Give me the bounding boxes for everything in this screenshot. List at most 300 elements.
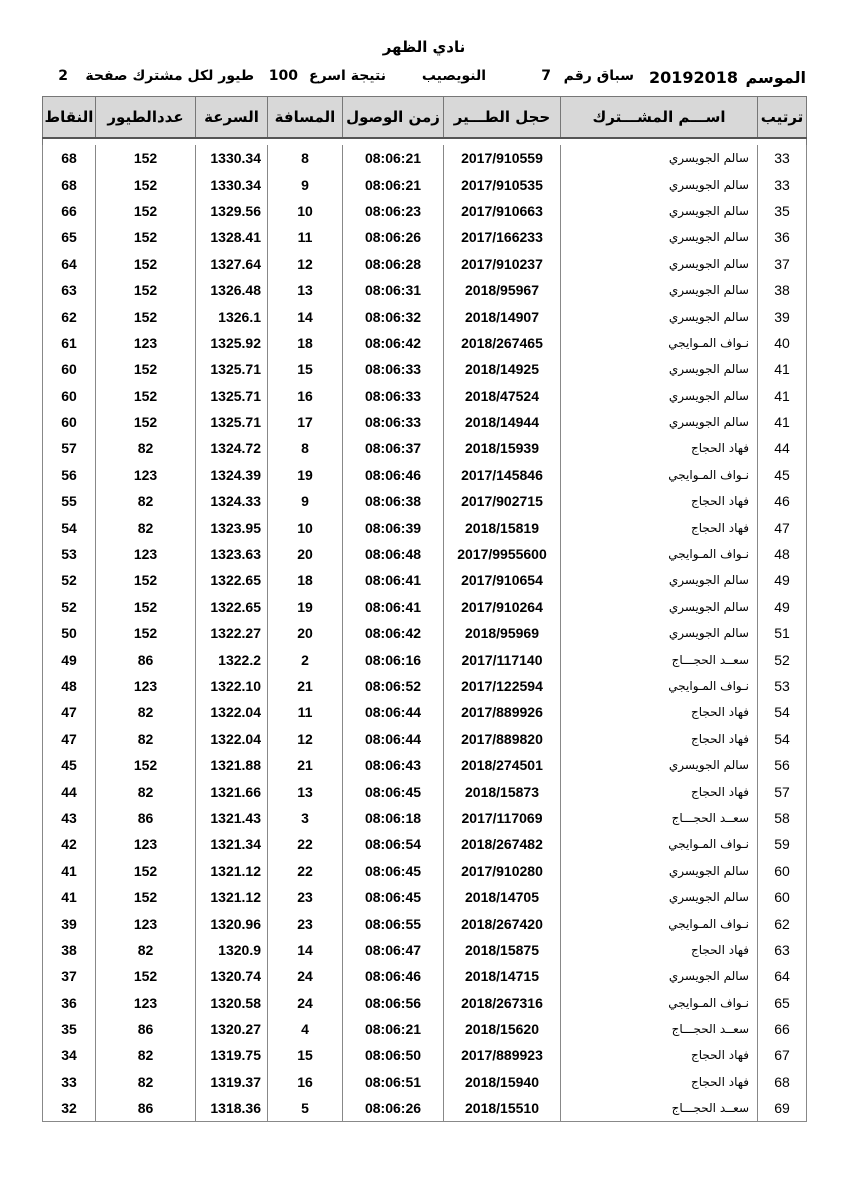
cell-distance: 13 — [268, 778, 343, 804]
cell-distance: 23 — [268, 910, 343, 936]
cell-points: 54 — [43, 514, 96, 540]
cell-birds: 86 — [96, 805, 196, 831]
cell-time: 08:06:47 — [343, 937, 444, 963]
cell-ring: 2018/14715 — [444, 963, 561, 989]
cell-points: 47 — [43, 726, 96, 752]
cell-name: نـواف المـوايجي — [561, 462, 758, 488]
cell-distance: 21 — [268, 752, 343, 778]
table-row — [43, 963, 807, 989]
cell-name: سالم الجويسري — [561, 567, 758, 593]
cell-rank: 60 — [758, 858, 807, 884]
cell-birds: 152 — [96, 198, 196, 224]
table-row — [43, 699, 807, 725]
cell-birds: 123 — [96, 910, 196, 936]
table-row — [43, 937, 807, 963]
cell-time: 08:06:41 — [343, 594, 444, 620]
cell-birds: 82 — [96, 937, 196, 963]
cell-name: فهاد الحجاج — [561, 488, 758, 514]
table-row — [43, 1095, 807, 1122]
col-header-points: النقاط — [43, 97, 96, 139]
cell-time: 08:06:37 — [343, 435, 444, 461]
cell-speed: 1322.10 — [196, 673, 268, 699]
cell-rank: 35 — [758, 198, 807, 224]
cell-birds: 82 — [96, 699, 196, 725]
cell-distance: 18 — [268, 567, 343, 593]
cell-ring: 2018/15510 — [444, 1095, 561, 1122]
cell-ring: 2018/15940 — [444, 1069, 561, 1095]
cell-name: فهاد الحجاج — [561, 726, 758, 752]
cell-birds: 152 — [96, 251, 196, 277]
cell-distance: 17 — [268, 409, 343, 435]
cell-birds: 86 — [96, 646, 196, 672]
cell-rank: 41 — [758, 409, 807, 435]
cell-ring: 2017/117140 — [444, 646, 561, 672]
cell-ring: 2018/14705 — [444, 884, 561, 910]
cell-time: 08:06:50 — [343, 1042, 444, 1068]
cell-ring: 2017/910237 — [444, 251, 561, 277]
cell-distance: 20 — [268, 541, 343, 567]
header-spacer-row — [43, 138, 807, 145]
cell-birds: 82 — [96, 778, 196, 804]
cell-rank: 57 — [758, 778, 807, 804]
cell-name: نـواف المـوايجي — [561, 910, 758, 936]
col-header-rank: ترتيب — [758, 97, 807, 139]
cell-points: 41 — [43, 884, 96, 910]
cell-speed: 1330.34 — [196, 171, 268, 197]
cell-rank: 54 — [758, 699, 807, 725]
cell-name: سالم الجويسري — [561, 594, 758, 620]
cell-distance: 18 — [268, 330, 343, 356]
cell-points: 66 — [43, 198, 96, 224]
cell-distance: 8 — [268, 435, 343, 461]
cell-distance: 9 — [268, 171, 343, 197]
cell-time: 08:06:21 — [343, 171, 444, 197]
cell-birds: 152 — [96, 620, 196, 646]
table-row — [43, 462, 807, 488]
table-row — [43, 1042, 807, 1068]
cell-points: 68 — [43, 171, 96, 197]
cell-name: سالم الجويسري — [561, 277, 758, 303]
cell-distance: 24 — [268, 990, 343, 1016]
cell-distance: 8 — [268, 145, 343, 171]
cell-speed: 1323.63 — [196, 541, 268, 567]
cell-time: 08:06:46 — [343, 462, 444, 488]
cell-distance: 12 — [268, 726, 343, 752]
cell-rank: 60 — [758, 884, 807, 910]
cell-speed: 1328.41 — [196, 224, 268, 250]
cell-name: فهاد الحجاج — [561, 1042, 758, 1068]
cell-time: 08:06:55 — [343, 910, 444, 936]
cell-rank: 65 — [758, 990, 807, 1016]
cell-ring: 2018/267465 — [444, 330, 561, 356]
cell-birds: 82 — [96, 726, 196, 752]
cell-distance: 16 — [268, 383, 343, 409]
cell-distance: 14 — [268, 303, 343, 329]
table-header-row — [43, 97, 807, 139]
cell-points: 44 — [43, 778, 96, 804]
table-row — [43, 620, 807, 646]
cell-name: سالم الجويسري — [561, 884, 758, 910]
cell-points: 60 — [43, 409, 96, 435]
cell-birds: 123 — [96, 673, 196, 699]
cell-speed: 1324.33 — [196, 488, 268, 514]
cell-points: 61 — [43, 330, 96, 356]
cell-speed: 1318.36 — [196, 1095, 268, 1122]
table-row — [43, 726, 807, 752]
cell-points: 60 — [43, 383, 96, 409]
col-header-distance: المسافة — [268, 97, 343, 139]
table-row — [43, 303, 807, 329]
cell-rank: 49 — [758, 567, 807, 593]
cell-birds: 86 — [96, 1095, 196, 1122]
col-header-time: زمن الوصول — [343, 97, 444, 139]
cell-speed: 1320.9 — [196, 937, 268, 963]
cell-points: 53 — [43, 541, 96, 567]
cell-distance: 23 — [268, 884, 343, 910]
cell-time: 08:06:33 — [343, 409, 444, 435]
race-number: 7 — [541, 68, 551, 84]
cell-ring: 2018/95967 — [444, 277, 561, 303]
cell-rank: 52 — [758, 646, 807, 672]
cell-points: 63 — [43, 277, 96, 303]
cell-name: نـواف المـوايجي — [561, 831, 758, 857]
cell-ring: 2018/14944 — [444, 409, 561, 435]
header-spacer — [43, 138, 807, 145]
cell-time: 08:06:33 — [343, 383, 444, 409]
table-row — [43, 910, 807, 936]
cell-points: 52 — [43, 567, 96, 593]
cell-time: 08:06:43 — [343, 752, 444, 778]
cell-speed: 1321.43 — [196, 805, 268, 831]
cell-distance: 19 — [268, 594, 343, 620]
cell-name: سعــد الحجـــاج — [561, 1016, 758, 1042]
cell-distance: 10 — [268, 514, 343, 540]
cell-distance: 13 — [268, 277, 343, 303]
cell-rank: 54 — [758, 726, 807, 752]
cell-distance: 22 — [268, 831, 343, 857]
cell-speed: 1326.1 — [196, 303, 268, 329]
cell-ring: 2017/902715 — [444, 488, 561, 514]
cell-distance: 12 — [268, 251, 343, 277]
cell-distance: 22 — [268, 858, 343, 884]
cell-ring: 2017/910663 — [444, 198, 561, 224]
cell-points: 39 — [43, 910, 96, 936]
cell-rank: 41 — [758, 383, 807, 409]
cell-name: سالم الجويسري — [561, 224, 758, 250]
cell-ring: 2018/15819 — [444, 514, 561, 540]
cell-birds: 123 — [96, 330, 196, 356]
cell-speed: 1325.92 — [196, 330, 268, 356]
per-page-label: طيور لكل مشترك صفحة — [85, 68, 254, 84]
cell-points: 41 — [43, 858, 96, 884]
cell-name: سالم الجويسري — [561, 251, 758, 277]
cell-name: سعــد الحجـــاج — [561, 805, 758, 831]
cell-points: 52 — [43, 594, 96, 620]
cell-birds: 152 — [96, 145, 196, 171]
cell-ring: 2017/122594 — [444, 673, 561, 699]
cell-name: سعــد الحجـــاج — [561, 646, 758, 672]
cell-distance: 11 — [268, 699, 343, 725]
cell-ring: 2017/889820 — [444, 726, 561, 752]
cell-time: 08:06:21 — [343, 1016, 444, 1042]
cell-time: 08:06:44 — [343, 699, 444, 725]
cell-ring: 2018/95969 — [444, 620, 561, 646]
cell-name: سالم الجويسري — [561, 356, 758, 382]
table-row — [43, 541, 807, 567]
cell-birds: 152 — [96, 884, 196, 910]
cell-birds: 82 — [96, 514, 196, 540]
cell-speed: 1321.66 — [196, 778, 268, 804]
cell-points: 56 — [43, 462, 96, 488]
cell-rank: 38 — [758, 277, 807, 303]
season-label: الموسم — [745, 68, 806, 87]
cell-rank: 51 — [758, 620, 807, 646]
cell-ring: 2017/910264 — [444, 594, 561, 620]
cell-time: 08:06:45 — [343, 778, 444, 804]
table-row — [43, 330, 807, 356]
results-table — [42, 96, 807, 1122]
cell-rank: 46 — [758, 488, 807, 514]
col-header-speed: السرعة — [196, 97, 268, 139]
cell-points: 45 — [43, 752, 96, 778]
cell-rank: 44 — [758, 435, 807, 461]
cell-rank: 37 — [758, 251, 807, 277]
cell-time: 08:06:48 — [343, 541, 444, 567]
cell-name: نـواف المـوايجي — [561, 990, 758, 1016]
cell-ring: 2017/166233 — [444, 224, 561, 250]
cell-ring: 2018/15620 — [444, 1016, 561, 1042]
cell-time: 08:06:56 — [343, 990, 444, 1016]
cell-speed: 1330.34 — [196, 145, 268, 171]
table-row — [43, 1016, 807, 1042]
cell-time: 08:06:16 — [343, 646, 444, 672]
table-row — [43, 514, 807, 540]
cell-speed: 1321.12 — [196, 858, 268, 884]
cell-distance: 4 — [268, 1016, 343, 1042]
cell-points: 50 — [43, 620, 96, 646]
cell-time: 08:06:21 — [343, 145, 444, 171]
cell-speed: 1319.37 — [196, 1069, 268, 1095]
season-value: 20192018 — [648, 68, 738, 87]
cell-points: 48 — [43, 673, 96, 699]
cell-points: 37 — [43, 963, 96, 989]
cell-name: نـواف المـوايجي — [561, 541, 758, 567]
cell-points: 34 — [43, 1042, 96, 1068]
cell-points: 43 — [43, 805, 96, 831]
result-label: نتيجة اسرع — [309, 68, 386, 84]
cell-birds: 123 — [96, 541, 196, 567]
cell-speed: 1322.27 — [196, 620, 268, 646]
cell-distance: 2 — [268, 646, 343, 672]
cell-rank: 45 — [758, 462, 807, 488]
cell-birds: 152 — [96, 963, 196, 989]
cell-distance: 9 — [268, 488, 343, 514]
cell-name: سالم الجويسري — [561, 620, 758, 646]
col-header-ring: حجل الطـــير — [444, 97, 561, 139]
cell-birds: 152 — [96, 594, 196, 620]
cell-name: فهاد الحجاج — [561, 699, 758, 725]
cell-ring: 2018/267482 — [444, 831, 561, 857]
table-row — [43, 224, 807, 250]
cell-time: 08:06:31 — [343, 277, 444, 303]
cell-points: 68 — [43, 145, 96, 171]
cell-ring: 2017/889923 — [444, 1042, 561, 1068]
cell-distance: 16 — [268, 1069, 343, 1095]
cell-ring: 2018/267316 — [444, 990, 561, 1016]
cell-name: سالم الجويسري — [561, 409, 758, 435]
cell-speed: 1320.27 — [196, 1016, 268, 1042]
cell-speed: 1319.75 — [196, 1042, 268, 1068]
cell-points: 64 — [43, 251, 96, 277]
table-row — [43, 752, 807, 778]
cell-name: نـواف المـوايجي — [561, 330, 758, 356]
cell-speed: 1325.71 — [196, 356, 268, 382]
cell-rank: 62 — [758, 910, 807, 936]
cell-rank: 47 — [758, 514, 807, 540]
cell-rank: 59 — [758, 831, 807, 857]
cell-time: 08:06:28 — [343, 251, 444, 277]
cell-speed: 1327.64 — [196, 251, 268, 277]
cell-speed: 1326.48 — [196, 277, 268, 303]
cell-distance: 15 — [268, 1042, 343, 1068]
table-row — [43, 383, 807, 409]
cell-ring: 2017/910559 — [444, 145, 561, 171]
cell-speed: 1322.04 — [196, 726, 268, 752]
cell-time: 08:06:39 — [343, 514, 444, 540]
table-row — [43, 488, 807, 514]
cell-distance: 10 — [268, 198, 343, 224]
page-number: 2 — [58, 68, 68, 84]
cell-rank: 63 — [758, 937, 807, 963]
cell-speed: 1325.71 — [196, 409, 268, 435]
cell-ring: 2018/15873 — [444, 778, 561, 804]
cell-name: فهاد الحجاج — [561, 778, 758, 804]
cell-time: 08:06:32 — [343, 303, 444, 329]
cell-time: 08:06:18 — [343, 805, 444, 831]
cell-speed: 1321.88 — [196, 752, 268, 778]
cell-time: 08:06:38 — [343, 488, 444, 514]
cell-birds: 152 — [96, 567, 196, 593]
cell-points: 32 — [43, 1095, 96, 1122]
cell-name: سالم الجويسري — [561, 752, 758, 778]
cell-time: 08:06:46 — [343, 963, 444, 989]
cell-distance: 19 — [268, 462, 343, 488]
result-count: 100 — [268, 68, 298, 84]
cell-time: 08:06:33 — [343, 356, 444, 382]
cell-name: فهاد الحجاج — [561, 1069, 758, 1095]
cell-distance: 3 — [268, 805, 343, 831]
cell-rank: 53 — [758, 673, 807, 699]
cell-points: 42 — [43, 831, 96, 857]
cell-distance: 14 — [268, 937, 343, 963]
table-row — [43, 646, 807, 672]
cell-distance: 11 — [268, 224, 343, 250]
cell-birds: 152 — [96, 356, 196, 382]
cell-rank: 40 — [758, 330, 807, 356]
cell-ring: 2017/117069 — [444, 805, 561, 831]
cell-time: 08:06:23 — [343, 198, 444, 224]
table-row — [43, 858, 807, 884]
cell-name: نـواف المـوايجي — [561, 673, 758, 699]
cell-ring: 2018/267420 — [444, 910, 561, 936]
cell-name: سالم الجويسري — [561, 171, 758, 197]
cell-birds: 123 — [96, 990, 196, 1016]
cell-rank: 67 — [758, 1042, 807, 1068]
cell-rank: 36 — [758, 224, 807, 250]
cell-ring: 2018/14907 — [444, 303, 561, 329]
table-row — [43, 435, 807, 461]
cell-points: 60 — [43, 356, 96, 382]
cell-time: 08:06:44 — [343, 726, 444, 752]
cell-points: 33 — [43, 1069, 96, 1095]
table-row — [43, 567, 807, 593]
table-row — [43, 884, 807, 910]
cell-birds: 152 — [96, 171, 196, 197]
club-title: نادي الظهر — [382, 38, 466, 56]
table-row — [43, 831, 807, 857]
cell-speed: 1320.74 — [196, 963, 268, 989]
cell-name: فهاد الحجاج — [561, 514, 758, 540]
cell-birds: 82 — [96, 1042, 196, 1068]
cell-birds: 82 — [96, 488, 196, 514]
col-header-name: اســـم المشـــترك — [561, 97, 758, 139]
cell-distance: 21 — [268, 673, 343, 699]
table-row — [43, 277, 807, 303]
table-row — [43, 594, 807, 620]
cell-ring: 2018/15875 — [444, 937, 561, 963]
cell-name: سالم الجويسري — [561, 145, 758, 171]
cell-ring: 2017/145846 — [444, 462, 561, 488]
table-body — [43, 145, 807, 1122]
cell-birds: 123 — [96, 462, 196, 488]
cell-speed: 1321.34 — [196, 831, 268, 857]
cell-points: 49 — [43, 646, 96, 672]
cell-ring: 2017/910654 — [444, 567, 561, 593]
cell-time: 08:06:26 — [343, 1095, 444, 1122]
cell-time: 08:06:45 — [343, 858, 444, 884]
cell-time: 08:06:26 — [343, 224, 444, 250]
cell-rank: 49 — [758, 594, 807, 620]
cell-distance: 15 — [268, 356, 343, 382]
cell-speed: 1324.72 — [196, 435, 268, 461]
cell-birds: 82 — [96, 1069, 196, 1095]
cell-birds: 123 — [96, 831, 196, 857]
cell-speed: 1320.96 — [196, 910, 268, 936]
cell-ring: 2018/274501 — [444, 752, 561, 778]
cell-distance: 5 — [268, 1095, 343, 1122]
cell-speed: 1322.65 — [196, 594, 268, 620]
cell-points: 35 — [43, 1016, 96, 1042]
cell-points: 57 — [43, 435, 96, 461]
cell-name: فهاد الحجاج — [561, 435, 758, 461]
cell-rank: 56 — [758, 752, 807, 778]
cell-name: سالم الجويسري — [561, 858, 758, 884]
table-row — [43, 198, 807, 224]
cell-ring: 2017/910280 — [444, 858, 561, 884]
cell-rank: 33 — [758, 145, 807, 171]
cell-rank: 41 — [758, 356, 807, 382]
cell-speed: 1322.04 — [196, 699, 268, 725]
cell-points: 38 — [43, 937, 96, 963]
table-row — [43, 1069, 807, 1095]
cell-speed: 1329.56 — [196, 198, 268, 224]
cell-rank: 66 — [758, 1016, 807, 1042]
cell-time: 08:06:41 — [343, 567, 444, 593]
cell-birds: 86 — [96, 1016, 196, 1042]
cell-ring: 2018/47524 — [444, 383, 561, 409]
cell-birds: 152 — [96, 752, 196, 778]
cell-ring: 2017/889926 — [444, 699, 561, 725]
